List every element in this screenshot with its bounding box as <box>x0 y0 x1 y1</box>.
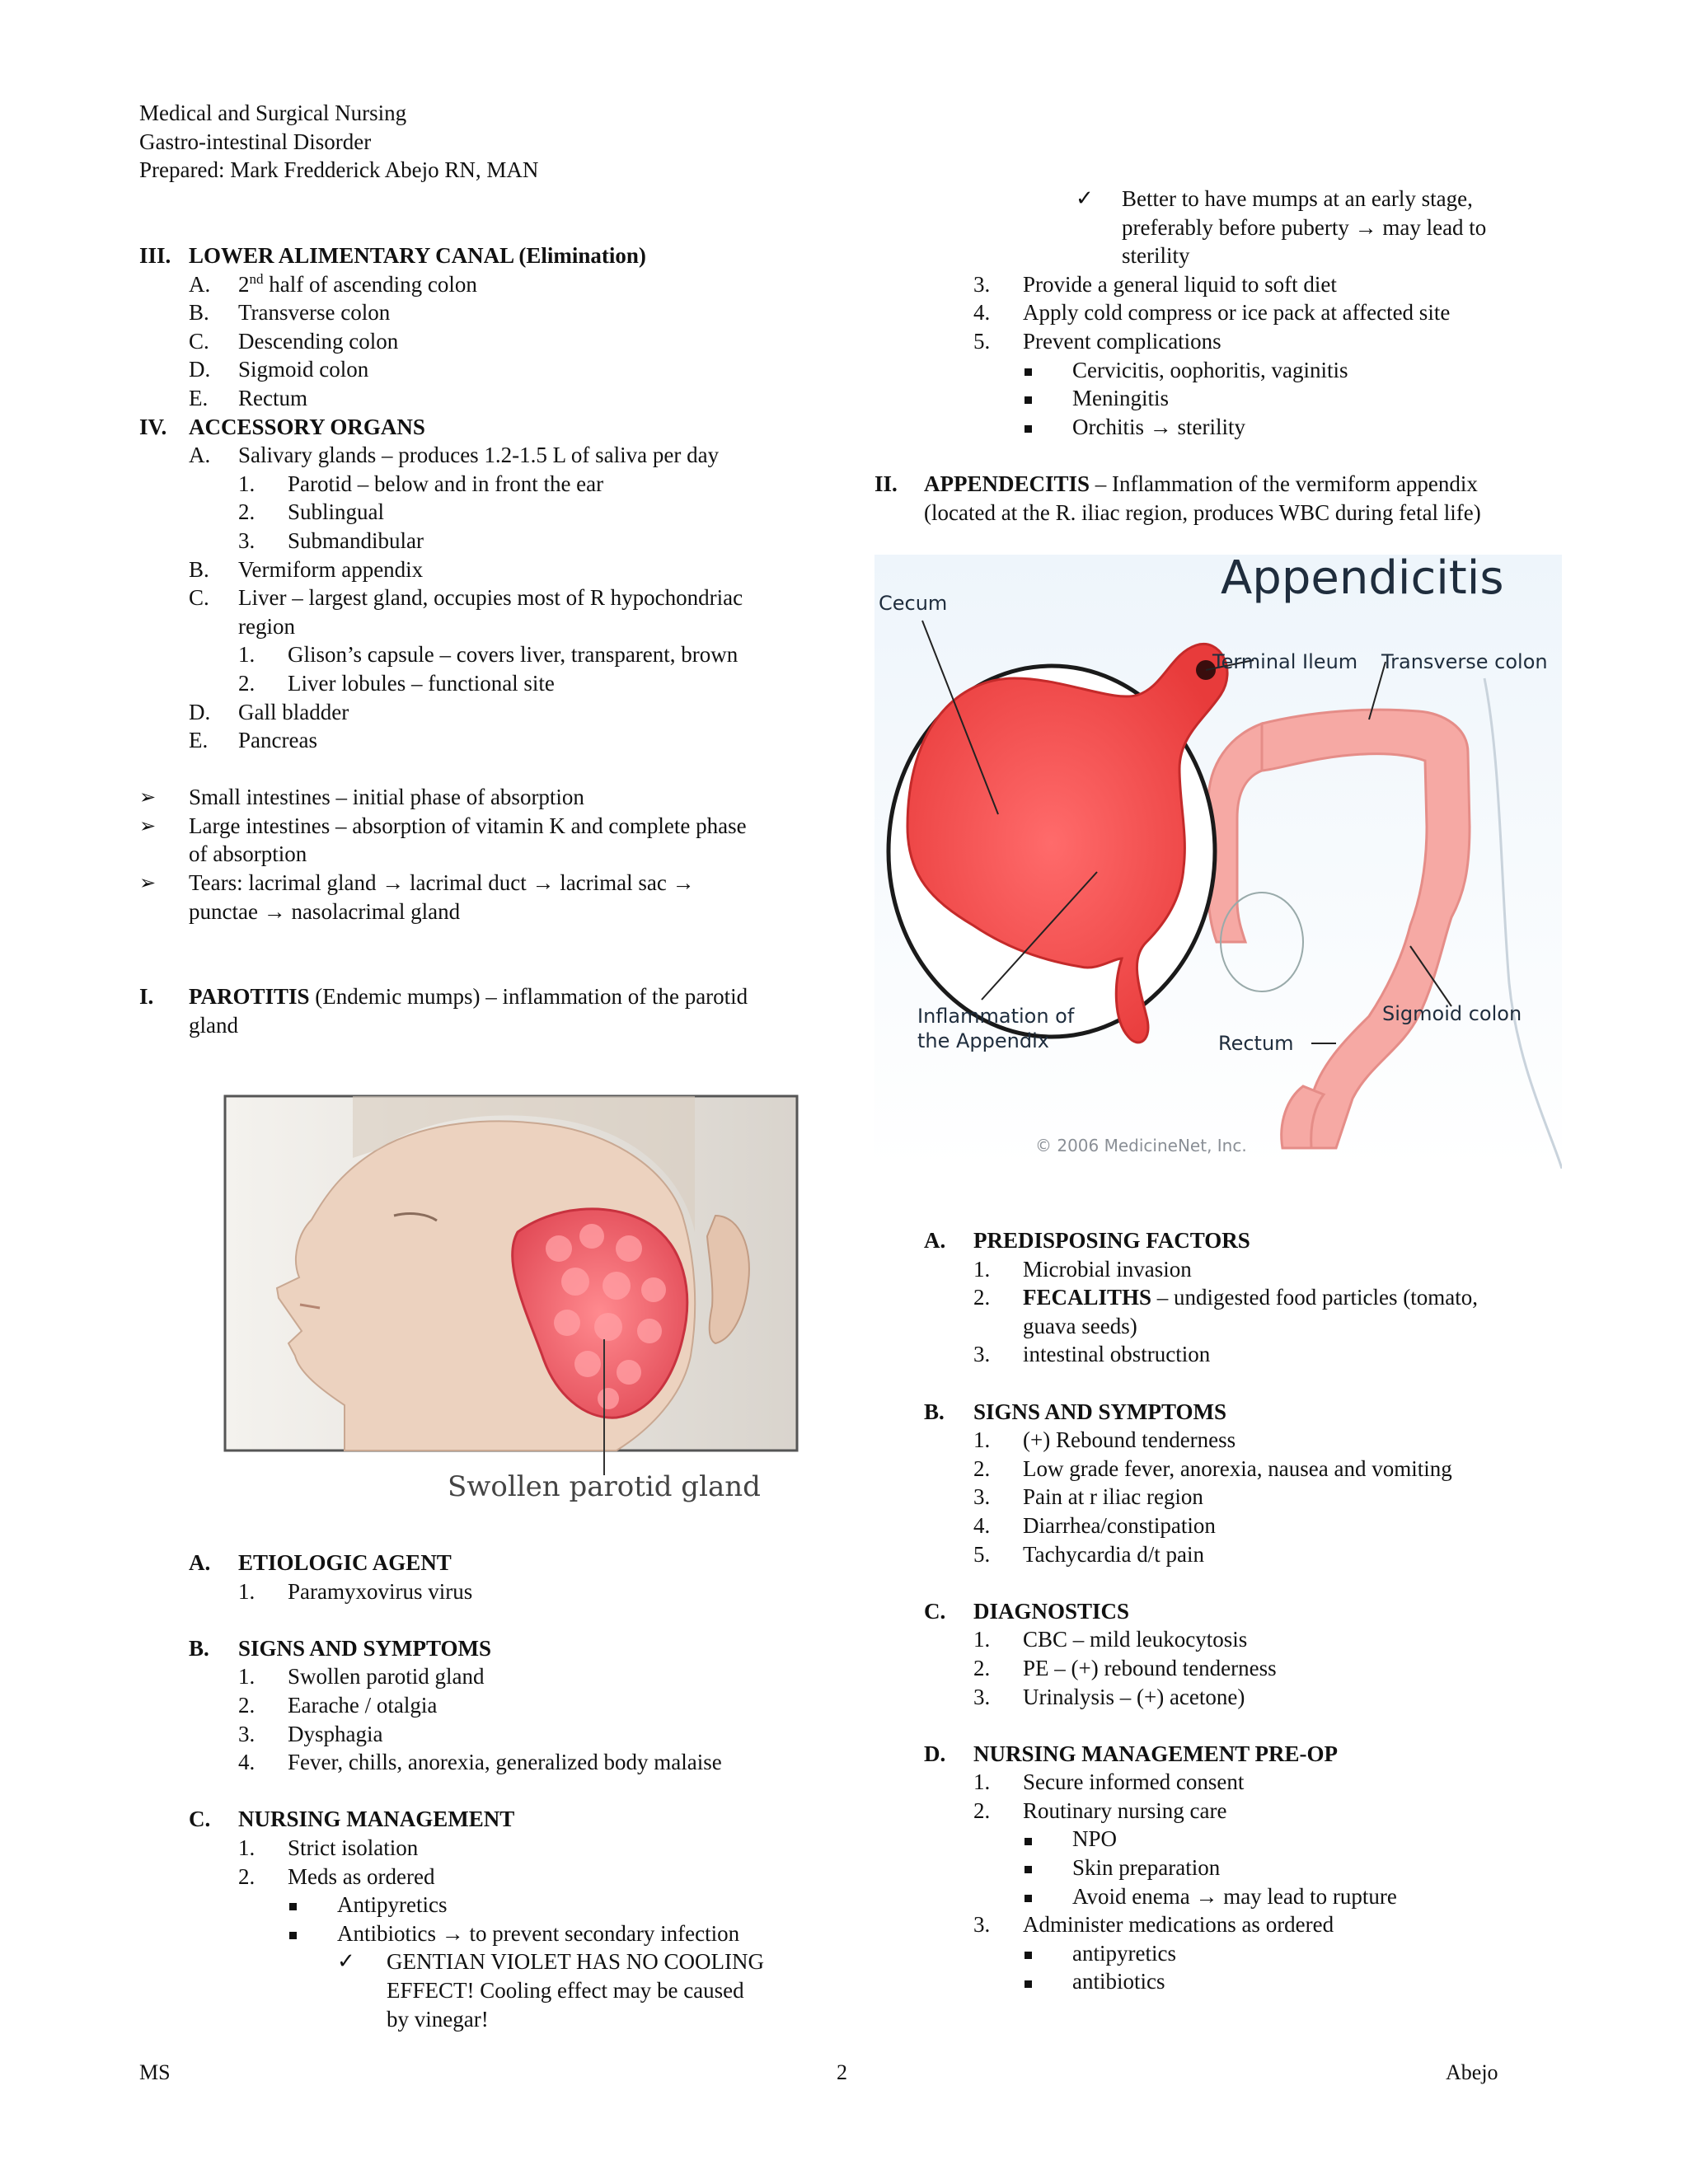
list-item: 1. Strict isolation <box>238 1835 419 1860</box>
square-bullet-icon <box>289 1932 297 1939</box>
list-item: 3. Provide a general liquid to soft diet <box>973 271 1337 297</box>
checkmark-icon: ✓ <box>1076 186 1094 211</box>
square-bullet-icon <box>1025 1952 1032 1959</box>
square-bullet-icon <box>1025 1980 1032 1988</box>
list-item: 3. Administer medications as ordered <box>973 1912 1334 1938</box>
check-item-continued: preferably before puberty → may lead to <box>1122 214 1487 240</box>
list-item: 1. Swollen parotid gland <box>238 1664 485 1690</box>
label-rectum: Rectum <box>1218 1032 1294 1055</box>
note-item: ➢ Tears: lacrimal gland → lacrimal duct → lacrimal sac → <box>139 869 832 898</box>
section-heading: III. LOWER ALIMENTARY CANAL (Elimination) <box>139 243 646 268</box>
label-cecum: Cecum <box>879 592 948 615</box>
list-item-continued: guava seeds) <box>1023 1313 1137 1338</box>
list-item: C. Descending colon <box>189 328 399 354</box>
note-item: ➢ Large intestines – absorption of vitamin K and complete phase <box>139 812 832 841</box>
list-item: 1. Microbial invasion <box>973 1256 1192 1282</box>
section-heading-continued: (located at the R. iliac region, produces WBC during fetal life) <box>924 499 1481 525</box>
page-number: 2 <box>837 2060 847 2084</box>
bullet-item: antipyretics <box>874 1939 1616 1968</box>
list-item: D. Gall bladder <box>189 699 349 724</box>
note-item-continued: of absorption <box>189 841 307 867</box>
appendicitis-illustration <box>874 551 1562 1169</box>
square-bullet-icon <box>1025 368 1032 376</box>
appendicitis-figure <box>874 551 1562 1169</box>
checkmark-icon: ✓ <box>337 1949 355 1975</box>
list-item: E. Rectum <box>189 385 307 410</box>
square-bullet-icon <box>1025 1895 1032 1902</box>
check-item: ✓ Better to have mumps at an early stage, <box>874 185 1616 213</box>
list-item: 4. Fever, chills, anorexia, generalized body malaise <box>238 1750 722 1775</box>
list-item: 1. (+) Rebound tenderness <box>973 1427 1236 1453</box>
list-item: A. 2nd half of ascending colon <box>189 270 477 297</box>
bullet-item: antibiotics <box>874 1967 1616 1996</box>
note-item-continued: punctae → nasolacrimal gland <box>189 898 461 924</box>
square-bullet-icon <box>289 1903 297 1910</box>
left-column <box>139 241 832 1039</box>
subsection-heading: C. DIAGNOSTICS <box>924 1598 1130 1624</box>
label-terminal-ileum: Terminal Ileum <box>1212 650 1358 673</box>
topic-title: Gastro-intestinal Disorder <box>139 129 372 154</box>
square-bullet-icon <box>1025 425 1032 433</box>
list-item: B. Vermiform appendix <box>189 556 424 582</box>
list-item: 3. Submandibular <box>238 527 424 553</box>
bullet-item: Meningitis <box>874 384 1616 413</box>
label-transverse-colon: Transverse colon <box>1381 650 1548 673</box>
bullet-item: Antibiotics → to prevent secondary infection <box>139 1919 832 1948</box>
list-item: 3. Pain at r iliac region <box>973 1484 1203 1510</box>
subsection-heading: A. ETIOLOGIC AGENT <box>189 1550 452 1575</box>
square-bullet-icon <box>1025 396 1032 404</box>
list-item: 5. Tachycardia d/t pain <box>973 1541 1205 1567</box>
list-item: 4. Diarrhea/constipation <box>973 1512 1216 1538</box>
list-item-continued: region <box>238 613 295 639</box>
list-item: 1. Parotid – below and in front the ear <box>238 471 604 496</box>
list-item: 2. Sublingual <box>238 499 385 525</box>
bullet-item: Orchitis → sterility <box>874 413 1616 442</box>
list-item: 2. Low grade fever, anorexia, nausea and vomiting <box>973 1455 1452 1481</box>
list-item: 3. Urinalysis – (+) acetone) <box>973 1684 1245 1709</box>
section-heading: II. APPENDECITIS – Inflammation of the vermiform appendix <box>874 471 1478 496</box>
list-item: B. Transverse colon <box>189 300 391 326</box>
document-header <box>139 99 538 185</box>
list-item: E. Pancreas <box>189 728 317 753</box>
list-item: 4. Apply cold compress or ice pack at affected site <box>973 300 1451 326</box>
parotid-figure <box>221 1092 806 1521</box>
bullet-item: NPO <box>874 1825 1616 1854</box>
section-heading-continued: gland <box>189 1012 238 1038</box>
list-item: 1. Glison’s capsule – covers liver, transparent, brown <box>238 642 738 668</box>
section-heading: IV. ACCESSORY ORGANS <box>139 414 425 439</box>
bullet-item: Antipyretics <box>139 1891 832 1919</box>
section-heading: I. PAROTITIS (Endemic mumps) – inflammation of the parotid <box>139 984 748 1010</box>
course-title: Medical and Surgical Nursing <box>139 101 407 125</box>
subsection-heading: C. NURSING MANAGEMENT <box>189 1807 515 1832</box>
right-column-lower <box>874 1226 1616 1996</box>
check-item-continued: by vinegar! <box>387 2006 489 2032</box>
list-item: C. Liver – largest gland, occupies most of R hypochondriac <box>189 585 743 611</box>
figure-caption: Swollen parotid gland <box>448 1470 761 1503</box>
figure-copyright: © 2006 MedicineNet, Inc. <box>1035 1136 1247 1155</box>
list-item: 2. Liver lobules – functional site <box>238 670 555 696</box>
list-item: 5. Prevent complications <box>973 328 1221 354</box>
check-item-continued: EFFECT! Cooling effect may be caused <box>387 1977 744 2003</box>
check-item: ✓ GENTIAN VIOLET HAS NO COOLING <box>139 1947 832 1976</box>
swollen-parotid-illustration <box>221 1092 806 1521</box>
square-bullet-icon <box>1025 1866 1032 1873</box>
note-item: ➢ Small intestines – initial phase of absorption <box>139 783 832 812</box>
subsection-heading: B. SIGNS AND SYMPTOMS <box>189 1635 492 1661</box>
list-item: 2. Earache / otalgia <box>238 1692 438 1718</box>
list-item: 1. CBC – mild leukocytosis <box>973 1627 1248 1652</box>
bullet-item: Cervicitis, oophoritis, vaginitis <box>874 356 1616 385</box>
author-line: Prepared: Mark Fredderick Abejo RN, MAN <box>139 157 539 183</box>
check-item-continued: sterility <box>1122 243 1190 269</box>
left-column-lower <box>139 1549 832 2033</box>
bullet-item: Avoid enema → may lead to rupture <box>874 1882 1616 1911</box>
footer-right: Abejo <box>1446 2060 1498 2084</box>
list-item: 2. PE – (+) rebound tenderness <box>973 1655 1277 1680</box>
label-inflammation: Inflammation of the Appendix <box>917 1005 1075 1052</box>
subsection-heading: A. PREDISPOSING FACTORS <box>924 1228 1250 1253</box>
figure-title: Appendicitis <box>1221 551 1504 605</box>
list-item: 1. Secure informed consent <box>973 1769 1245 1795</box>
list-item: 2. Routinary nursing care <box>973 1797 1227 1823</box>
right-column <box>874 185 1616 527</box>
list-item: 2. FECALITHS – undigested food particles (tomato, <box>973 1285 1478 1310</box>
label-sigmoid-colon: Sigmoid colon <box>1382 1002 1522 1025</box>
list-item: 1. Paramyxovirus virus <box>238 1578 473 1604</box>
bullet-item: Skin preparation <box>874 1854 1616 1882</box>
arrow-bullet-icon: ➢ <box>139 785 157 809</box>
square-bullet-icon <box>1025 1838 1032 1845</box>
list-item: D. Sigmoid colon <box>189 357 369 382</box>
list-item: A. Salivary glands – produces 1.2-1.5 L of saliva per day <box>189 443 720 468</box>
list-item: 2. Meds as ordered <box>238 1863 435 1889</box>
arrow-bullet-icon: ➢ <box>139 813 157 837</box>
subsection-heading: B. SIGNS AND SYMPTOMS <box>924 1399 1227 1424</box>
arrow-bullet-icon: ➢ <box>139 871 157 895</box>
list-item: 3. Dysphagia <box>238 1721 383 1746</box>
subsection-heading: D. NURSING MANAGEMENT PRE-OP <box>924 1741 1339 1766</box>
list-item: 3. intestinal obstruction <box>973 1342 1211 1367</box>
footer-left: MS <box>139 2060 171 2084</box>
